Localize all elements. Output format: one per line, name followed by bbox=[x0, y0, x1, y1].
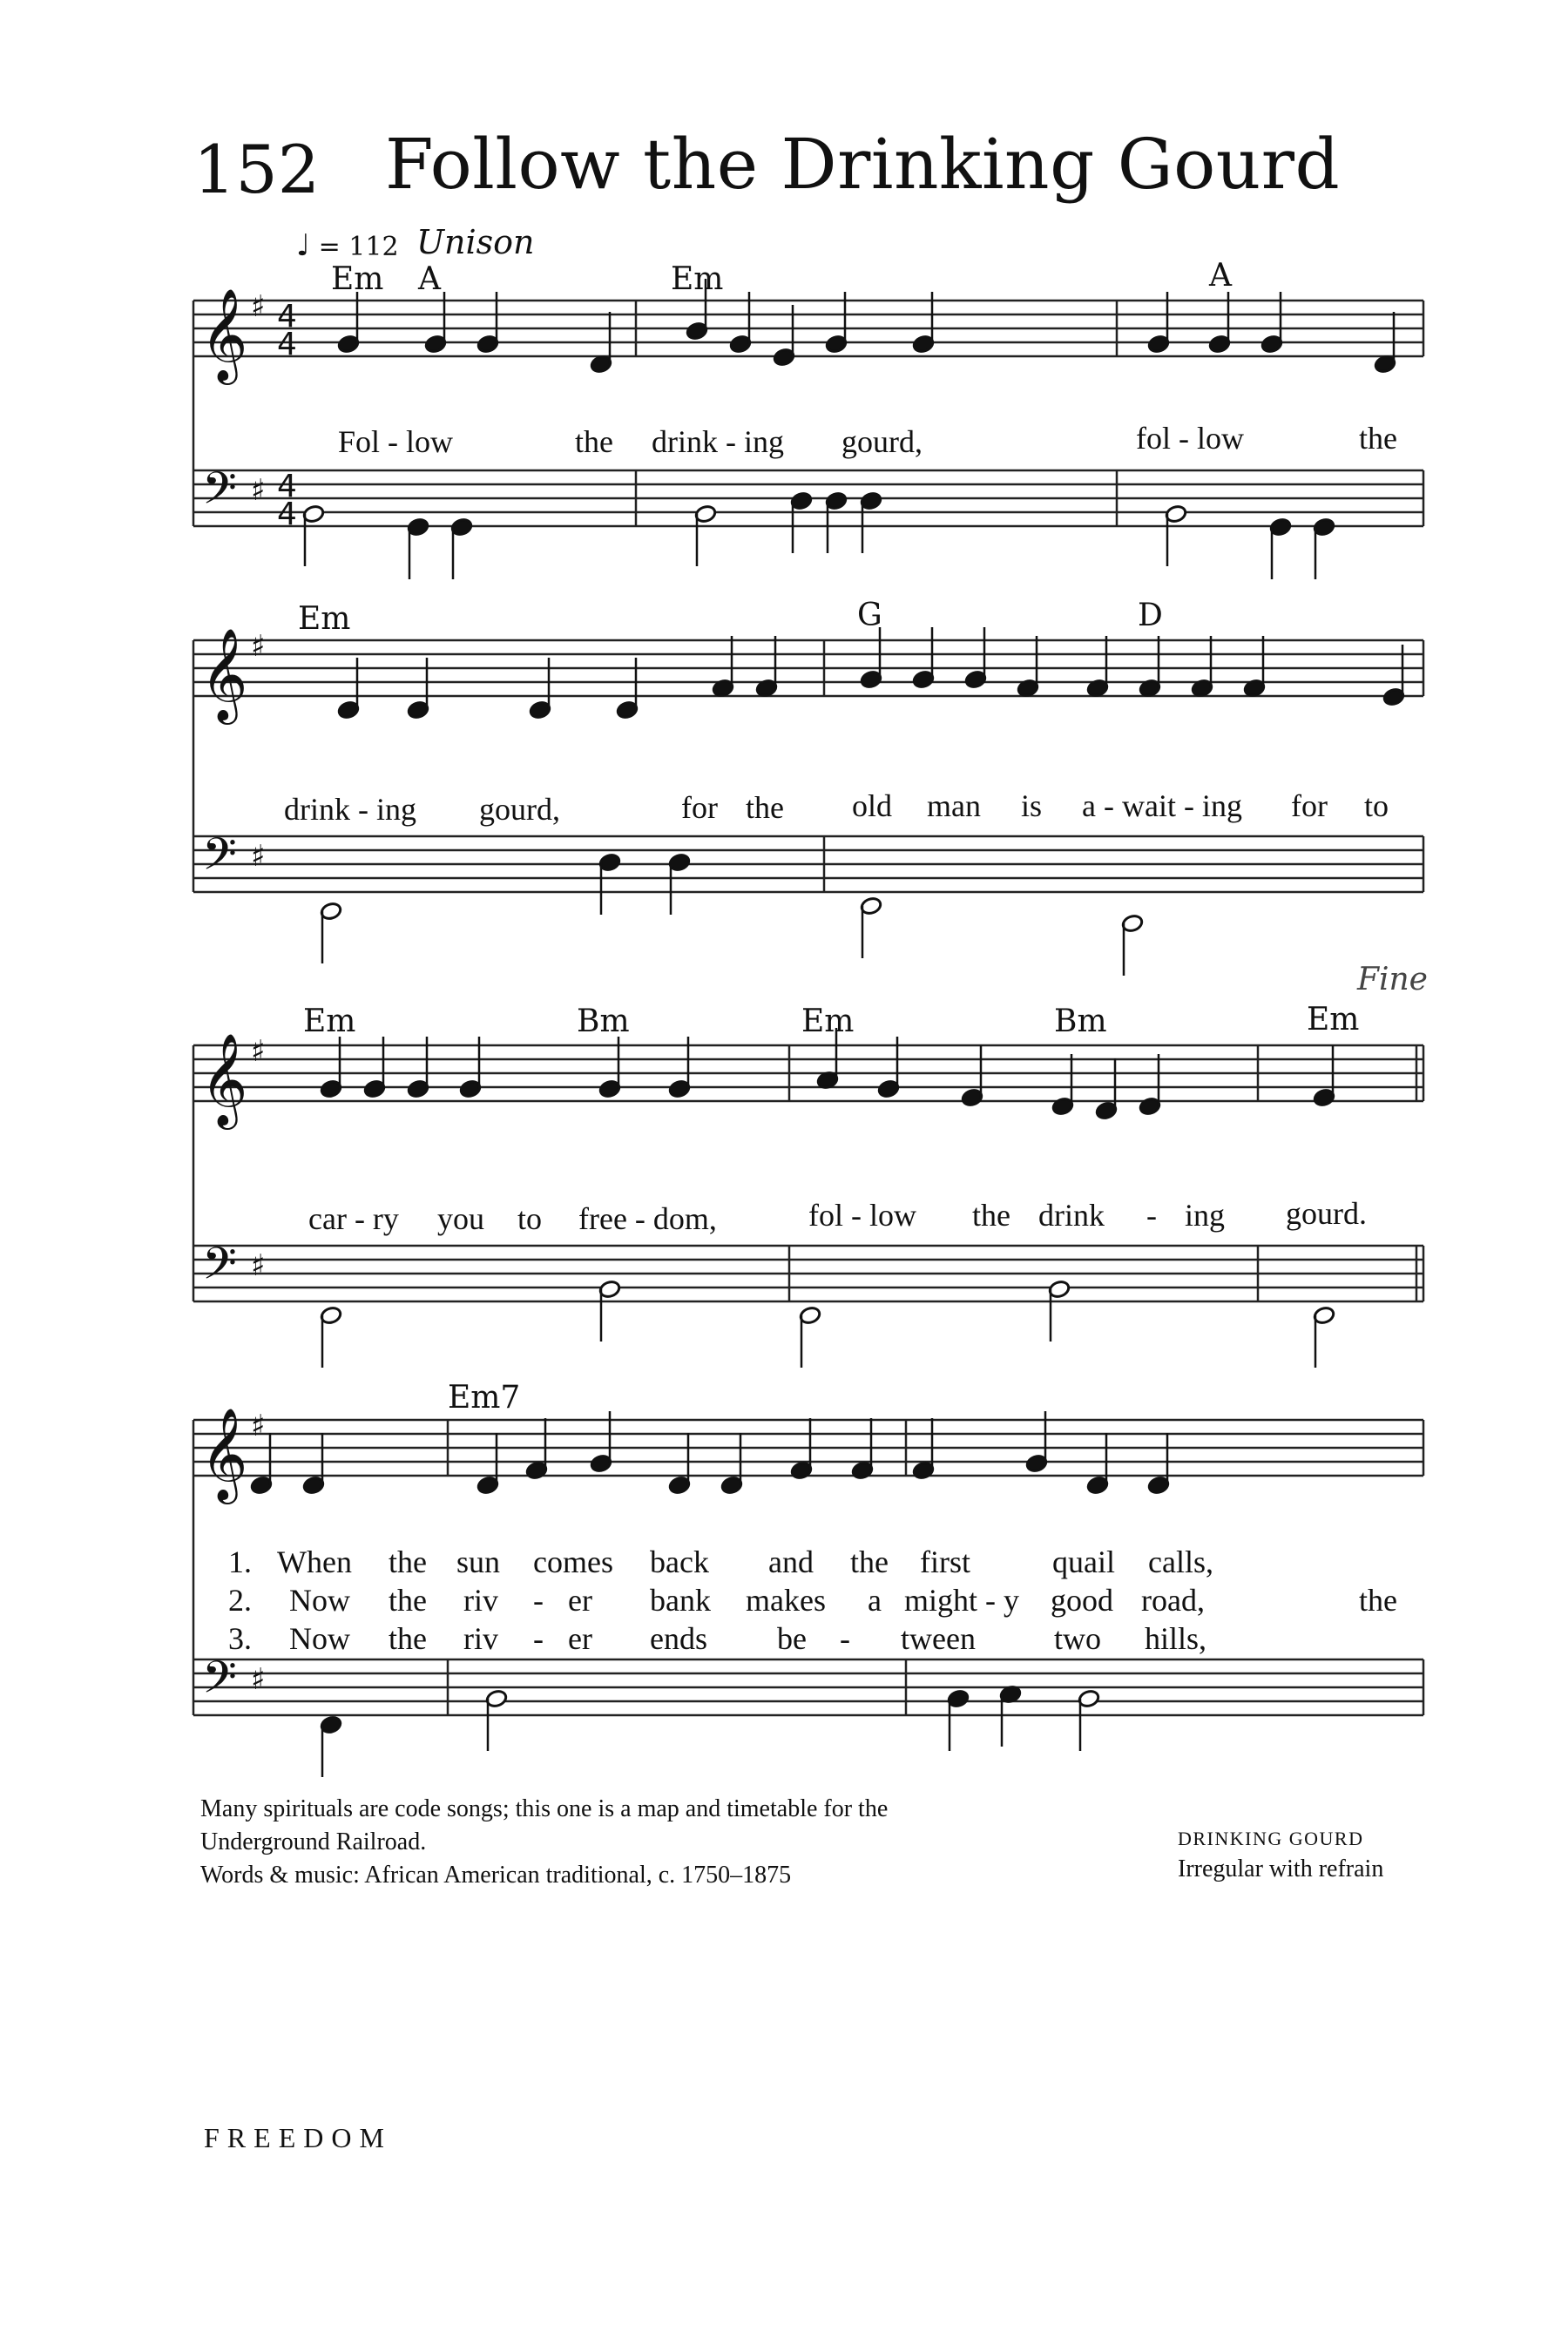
bass-clef-icon: 𝄢 bbox=[202, 828, 237, 891]
footnote-line: Underground Railroad. bbox=[200, 1828, 427, 1855]
lyric-syllable: fol - low bbox=[1136, 421, 1244, 456]
lyric-syllable: drink - ing bbox=[284, 792, 416, 827]
lyric-syllable: back bbox=[650, 1544, 709, 1579]
chord-symbol: Bm bbox=[577, 1004, 630, 1039]
bass-clef-icon: 𝄢 bbox=[202, 1651, 237, 1714]
quarter-note-icon: ♩ bbox=[296, 228, 311, 263]
lyric-syllable: for bbox=[1291, 788, 1328, 823]
chord-symbol: Em bbox=[303, 1004, 356, 1039]
verse-number: 1. bbox=[228, 1544, 252, 1579]
key-signature-sharp-icon: ♯ bbox=[251, 1248, 266, 1283]
lyric-syllable: the bbox=[972, 1198, 1010, 1233]
chord-symbol: Em bbox=[331, 261, 384, 297]
lyric-syllable: drink - ing bbox=[652, 424, 784, 459]
lyric-syllable: the bbox=[1359, 1583, 1397, 1618]
footnote bbox=[200, 1793, 1115, 1892]
lyric-syllable: the bbox=[575, 424, 613, 459]
treble-clef-icon: 𝄞 bbox=[200, 627, 248, 720]
lyric-syllable: first bbox=[920, 1544, 970, 1579]
chord-symbol: Em bbox=[801, 1004, 855, 1039]
lyric-syllable: - bbox=[840, 1621, 850, 1656]
lyric-syllable: calls, bbox=[1148, 1544, 1213, 1579]
lyric-syllable: road, bbox=[1141, 1583, 1205, 1618]
verse-number: 3. bbox=[228, 1621, 252, 1656]
lyric-syllable: comes bbox=[533, 1544, 613, 1579]
chord-symbol: Bm bbox=[1054, 1004, 1107, 1039]
lyric-syllable: the bbox=[389, 1621, 427, 1656]
key-signature-sharp-icon: ♯ bbox=[251, 473, 266, 508]
lyric-syllable: free - dom, bbox=[578, 1201, 717, 1236]
tune-name: DRINKING GOURD bbox=[1178, 1828, 1364, 1849]
lyric-syllable: riv bbox=[463, 1583, 498, 1618]
lyric-syllable: for bbox=[681, 790, 718, 825]
lyric-syllable: - bbox=[1146, 1198, 1157, 1233]
lyric-syllable: and bbox=[768, 1544, 814, 1579]
treble-clef-icon: 𝄞 bbox=[200, 1407, 248, 1500]
lyric-syllable: sun bbox=[456, 1544, 501, 1579]
lyric-syllable: a bbox=[868, 1583, 882, 1618]
hymn-number: 152 bbox=[193, 131, 321, 208]
lyric-syllable: hills, bbox=[1145, 1621, 1207, 1656]
time-signature: 4 bbox=[277, 327, 297, 362]
chord-symbol: Em7 bbox=[448, 1380, 521, 1416]
lyric-syllable: old bbox=[852, 788, 893, 823]
lyric-syllable: gourd, bbox=[479, 792, 560, 827]
lyric-syllable: the bbox=[850, 1544, 889, 1579]
treble-clef-icon: 𝄞 bbox=[200, 1032, 248, 1125]
lyric-syllable: the bbox=[389, 1544, 427, 1579]
lyric-syllable: er bbox=[568, 1583, 592, 1618]
lyric-syllable: quail bbox=[1052, 1544, 1115, 1579]
lyric-syllable: to bbox=[517, 1201, 543, 1236]
chord-symbol: A bbox=[418, 261, 441, 297]
lyric-syllable: two bbox=[1054, 1621, 1101, 1656]
key-signature-sharp-icon: ♯ bbox=[251, 1409, 266, 1443]
chord-symbol: G bbox=[857, 598, 882, 633]
performance-direction: Unison bbox=[416, 223, 535, 261]
verse-number: 2. bbox=[228, 1583, 252, 1618]
key-signature-sharp-icon: ♯ bbox=[251, 1662, 266, 1697]
lyric-syllable: When bbox=[277, 1544, 352, 1579]
lyric-syllable: makes bbox=[746, 1583, 826, 1618]
lyric-syllable: gourd. bbox=[1286, 1196, 1367, 1231]
lyric-syllable: the bbox=[746, 790, 784, 825]
chord-symbol: Em bbox=[1307, 1002, 1360, 1037]
lyric-syllable: the bbox=[1359, 421, 1397, 456]
lyric-syllable: fol - low bbox=[808, 1198, 916, 1233]
lyric-syllable: is bbox=[1021, 788, 1043, 823]
lyric-syllable: ends bbox=[650, 1621, 707, 1656]
lyric-syllable: to bbox=[1364, 788, 1389, 823]
lyric-syllable: gourd, bbox=[841, 424, 923, 459]
chord-symbol: D bbox=[1138, 598, 1163, 633]
lyric-syllable: be bbox=[777, 1621, 807, 1656]
chord-symbol: Em bbox=[298, 601, 351, 637]
fine-marking: Fine bbox=[1357, 962, 1428, 997]
footnote-line: Many spirituals are code songs; this one is a map and timetable for the bbox=[200, 1795, 889, 1822]
time-signature: 4 bbox=[277, 497, 297, 532]
key-signature-sharp-icon: ♯ bbox=[251, 289, 266, 324]
key-signature-sharp-icon: ♯ bbox=[251, 1034, 266, 1069]
lyric-syllable: er bbox=[568, 1621, 592, 1656]
key-signature-sharp-icon: ♯ bbox=[251, 839, 266, 874]
lyric-syllable: you bbox=[437, 1201, 484, 1236]
tempo-value: = 112 bbox=[318, 232, 399, 262]
section-label: FREEDOM bbox=[204, 2122, 392, 2153]
bass-clef-icon: 𝄢 bbox=[202, 1237, 237, 1301]
lyric-syllable: Now bbox=[289, 1621, 350, 1656]
lyric-syllable: good bbox=[1051, 1583, 1113, 1618]
lyric-syllable: a - wait - ing bbox=[1082, 788, 1242, 823]
lyric-syllable: Fol - low bbox=[338, 424, 454, 459]
lyric-syllable: might - y bbox=[904, 1583, 1019, 1618]
lyric-syllable: the bbox=[389, 1583, 427, 1618]
bass-clef-icon: 𝄢 bbox=[202, 462, 237, 525]
meter: Irregular with refrain bbox=[1178, 1855, 1384, 1882]
lyric-syllable: riv bbox=[463, 1621, 498, 1656]
credits-line: Words & music: African American traditional, c. 1750–1875 bbox=[200, 1862, 792, 1889]
lyric-syllable: ing bbox=[1185, 1198, 1226, 1233]
chord-symbol: Em bbox=[671, 261, 724, 297]
key-signature-sharp-icon: ♯ bbox=[251, 629, 266, 664]
time-signature: 4 bbox=[277, 299, 297, 335]
lyric-syllable: man bbox=[927, 788, 981, 823]
time-signature: 4 bbox=[277, 469, 297, 504]
lyric-syllable: Now bbox=[289, 1583, 350, 1618]
treble-clef-icon: 𝄞 bbox=[200, 287, 248, 381]
lyric-syllable: tween bbox=[901, 1621, 976, 1656]
hymn-title: Follow the Drinking Gourd bbox=[385, 124, 1341, 205]
lyric-syllable: bank bbox=[650, 1583, 711, 1618]
chord-symbol: A bbox=[1209, 258, 1232, 294]
lyric-syllable: - bbox=[533, 1621, 544, 1656]
lyric-syllable: - bbox=[533, 1583, 544, 1618]
lyric-syllable: car - ry bbox=[308, 1201, 399, 1236]
lyric-syllable: drink bbox=[1038, 1198, 1105, 1233]
